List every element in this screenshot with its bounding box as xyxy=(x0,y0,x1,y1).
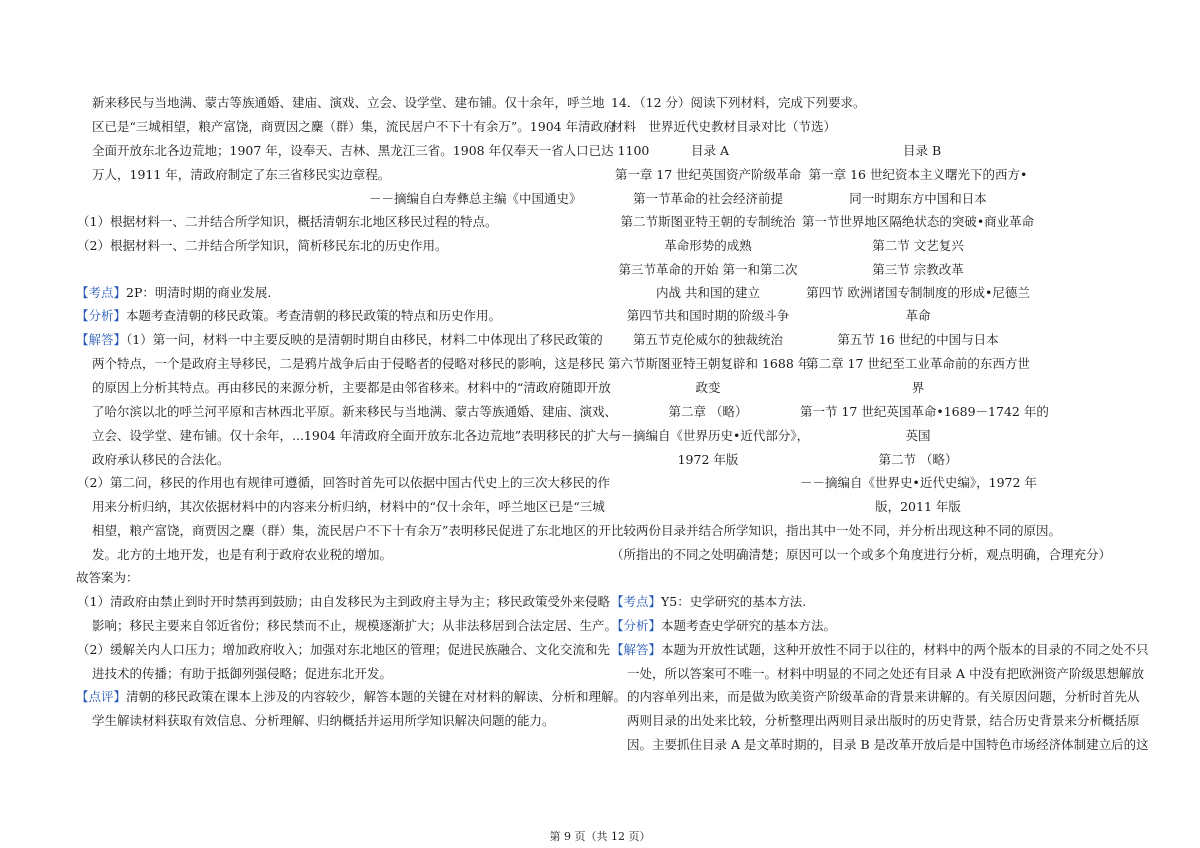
passage-line: 全面开放东北各边荒地；1907 年，设奉天、吉林、黑龙江三省。1908 年仅奉天一省人口已达 1100 xyxy=(92,143,650,158)
jieda-tag: 【解答】 xyxy=(611,642,662,657)
passage-source: －－摘编自白寿彝总主编《中国通史》 xyxy=(369,191,582,206)
catalog-b-item: 第一章 16 世纪资本主义曙光下的西方• xyxy=(808,167,1028,182)
question-1: （1）根据材料一、二并结合所学知识，概括清朝东北地区移民过程的特点。 xyxy=(77,214,498,229)
catalog-b-source: 版，2011 年版 xyxy=(875,499,961,514)
kaodian-row xyxy=(76,285,271,301)
kaodian-tag: 【考点】 xyxy=(611,594,662,609)
catalog-b-item: 界 xyxy=(911,380,925,395)
catalog-a-item: 第二节斯图亚特王朝的专制统治 xyxy=(620,214,796,229)
dianping-tag: 【点评】 xyxy=(76,689,127,704)
material-title: 材料 世界近代史教材目录对比（节选） xyxy=(611,119,837,134)
fenxi-tag: 【分析】 xyxy=(76,308,127,323)
jieda-line: 一处，所以答案可不唯一。材料中明显的不同之处还有目录 A 中没有把欧洲资产阶级思想解放 xyxy=(627,666,1144,681)
question-14: 14．（12 分）阅读下列材料，完成下列要求。 xyxy=(611,95,866,110)
passage-line: 万人，1911 年，清政府制定了东三省移民实边章程。 xyxy=(92,167,391,182)
passage-line: 新来移民与当地满、蒙古等族通婚、建庙、演戏、立会、设学堂、建布铺。仅十余年，呼兰地 xyxy=(92,95,605,110)
catalog-a-item: 第一节革命的社会经济前提 xyxy=(632,191,783,206)
catalog-a-source: －－摘编自《世界历史•近代部分》， xyxy=(608,428,810,443)
catalog-a-item: 政变 xyxy=(695,380,721,395)
catalog-a-item: 第一章 17 世纪英国资产阶级革命 xyxy=(614,167,802,182)
catalog-b-item: 第二节 文艺复兴 xyxy=(872,238,964,253)
jieda-row xyxy=(76,332,603,348)
jieda-line: 了哈尔滨以北的呼兰河平原和吉林西北平原。新来移民与当地满、蒙古等族通婚、建庙、演戏、 xyxy=(92,404,618,419)
jieda-tag: 【解答】 xyxy=(76,332,127,347)
page-footer: 第 9 页（共 12 页） xyxy=(549,830,651,843)
fenxi-text: 本题考查史学研究的基本方法。 xyxy=(661,618,837,633)
fenxi-row xyxy=(76,308,501,324)
question-text: 比较两份目录并结合所学知识，指出其中一处不同，并分析出现这种不同的原因。 xyxy=(611,523,1062,538)
catalog-b-title: 目录 B xyxy=(903,143,942,158)
kaodian-text: 2P：明清时期的商业发展. xyxy=(126,285,272,300)
answer-2-cont: 进技术的传播；有助于抵御列强侵略；促进东北开发。 xyxy=(92,666,393,681)
catalog-b-item: 第一节 17 世纪英国革命•1689－1742 年的 xyxy=(800,404,1049,419)
jieda-line: 两个特点，一个是政府主导移民，二是鸦片战争后由于侵略者的侵略对移民的影响，这是移民 xyxy=(92,356,605,371)
fenxi-tag: 【分析】 xyxy=(611,618,662,633)
kaodian-row xyxy=(611,594,806,610)
catalog-b-item: 第三节 宗教改革 xyxy=(872,262,964,277)
catalog-a-item: 第五节克伦威尔的独裁统治 xyxy=(632,332,783,347)
catalog-b-item: 第四节 欧洲诸国专制制度的形成•尼德兰 xyxy=(806,285,1030,300)
catalog-b-item: 第一节世界地区隔绝状态的突破•商业革命 xyxy=(801,214,1035,229)
catalog-b-item: 英国 xyxy=(905,428,931,443)
catalog-a-item: 革命形势的成熟 xyxy=(664,238,752,253)
jieda-row xyxy=(611,642,1149,658)
fenxi-row xyxy=(611,618,836,634)
jieda-line: 政府承认移民的合法化。 xyxy=(92,452,230,467)
jieda2-line: （2）第二问，移民的作用也有规律可遵循，回答时首先可以依据中国古代史上的三次大移民的作 xyxy=(77,475,610,490)
catalog-b-source: －－摘编自《世界史•近代史编》，1972 年 xyxy=(800,475,1037,490)
catalog-a-item: 第三节革命的开始 第一和第二次 xyxy=(618,262,798,277)
question-hint: （所指出的不同之处明确清楚；原因可以一个或多个角度进行分析，观点明确，合理充分） xyxy=(611,547,1112,562)
catalog-a-item: 第四节共和国时期的阶级斗争 xyxy=(626,308,790,323)
fenxi-text: 本题考查清朝的移民政策。考查清朝的移民政策的特点和历史作用。 xyxy=(126,308,502,323)
kaodian-text: Y5：史学研究的基本方法. xyxy=(661,594,807,609)
jieda-text: （1）第一问，材料一中主要反映的是清朝时期自由移民，材料二中体现出了移民政策的 xyxy=(126,332,603,347)
catalog-a-title: 目录 A xyxy=(691,143,730,158)
passage-line: 区已是“三城相望，粮产富饶，商贾因之麇（群）集，流民居户不下十有余万”。1904 年清政府 xyxy=(92,119,616,134)
jieda-line: 因。主要抓住目录 A 是文革时期的，目录 B 是改革开放后是中国特色市场经济体制建立后的这 xyxy=(627,737,1149,752)
catalog-b-item: 同一时期东方中国和日本 xyxy=(849,191,987,206)
catalog-a-source: 1972 年版 xyxy=(677,452,739,467)
catalog-a-item: 内战 共和国的建立 xyxy=(656,285,760,300)
answer-1-cont: 影响；移民主要来自邻近省份；移民禁而不止，规模逐渐扩大；从非法移居到合法定居、生产。 xyxy=(92,618,618,633)
catalog-b-item: 革命 xyxy=(905,308,931,323)
jieda-line: 的内容单列出来，而是做为欧美资产阶级革命的背景来讲解的。有关原因问题，分析时首先从 xyxy=(627,689,1140,704)
answer-label: 故答案为： xyxy=(76,570,139,585)
jieda-line: 的原因上分析其特点。再由移民的来源分析，主要都是由邻省移来。材料中的“清政府随即开放 xyxy=(92,380,611,395)
jieda-line: 两则目录的出处来比较，分析整理出两则目录出版时的历史背景，结合历史背景来分析概括原 xyxy=(627,713,1140,728)
jieda2-line: 发。北方的土地开发，也是有利于政府农业税的增加。 xyxy=(92,547,393,562)
jieda-line: 立会、设学堂、建布铺。仅十余年，...1904 年清政府全面开放东北各边荒地”表明移民的扩大与 xyxy=(92,428,622,443)
kaodian-tag: 【考点】 xyxy=(76,285,127,300)
jieda2-line: 相望，粮产富饶，商贾因之麇（群）集，流民居户不下十有余万”表明移民促进了东北地区的开 xyxy=(92,523,611,538)
jieda2-line: 用来分析归纳，其次依据材料中的内容来分析归纳，材料中的“仅十余年，呼兰地区已是“三城 xyxy=(92,499,605,514)
catalog-b-item: 第二节 （略） xyxy=(878,452,958,467)
dianping-cont: 学生解读材料获取有效信息、分析理解、归纳概括并运用所学知识解决问题的能力。 xyxy=(92,713,555,728)
answer-1: （1）清政府由禁止到时开时禁再到鼓励；由自发移民为主到政府主导为主；移民政策受外来侵略 xyxy=(77,594,610,609)
catalog-b-item: 第五节 16 世纪的中国与日本 xyxy=(837,332,999,347)
dianping-row xyxy=(76,689,626,705)
catalog-a-item: 第六节斯图亚特王朝复辟和 1688 年 xyxy=(608,356,811,371)
jieda-text: 本题为开放性试题，这种开放性不同于以往的，材料中的两个版本的目录的不同之处不只 xyxy=(661,642,1149,657)
answer-2: （2）缓解关内人口压力；增加政府收入；加强对东北地区的管理；促进民族融合、文化交流和先 xyxy=(77,642,610,657)
question-2: （2）根据材料一、二并结合所学知识，简析移民东北的历史作用。 xyxy=(77,238,448,253)
catalog-a-item: 第二章 （略） xyxy=(668,404,748,419)
catalog-b-item: 第二章 17 世纪至工业革命前的东西方世 xyxy=(806,356,1030,371)
dianping-text: 清朝的移民政策在课本上涉及的内容较少，解答本题的关键在对材料的解读、分析和理解。 xyxy=(126,689,627,704)
